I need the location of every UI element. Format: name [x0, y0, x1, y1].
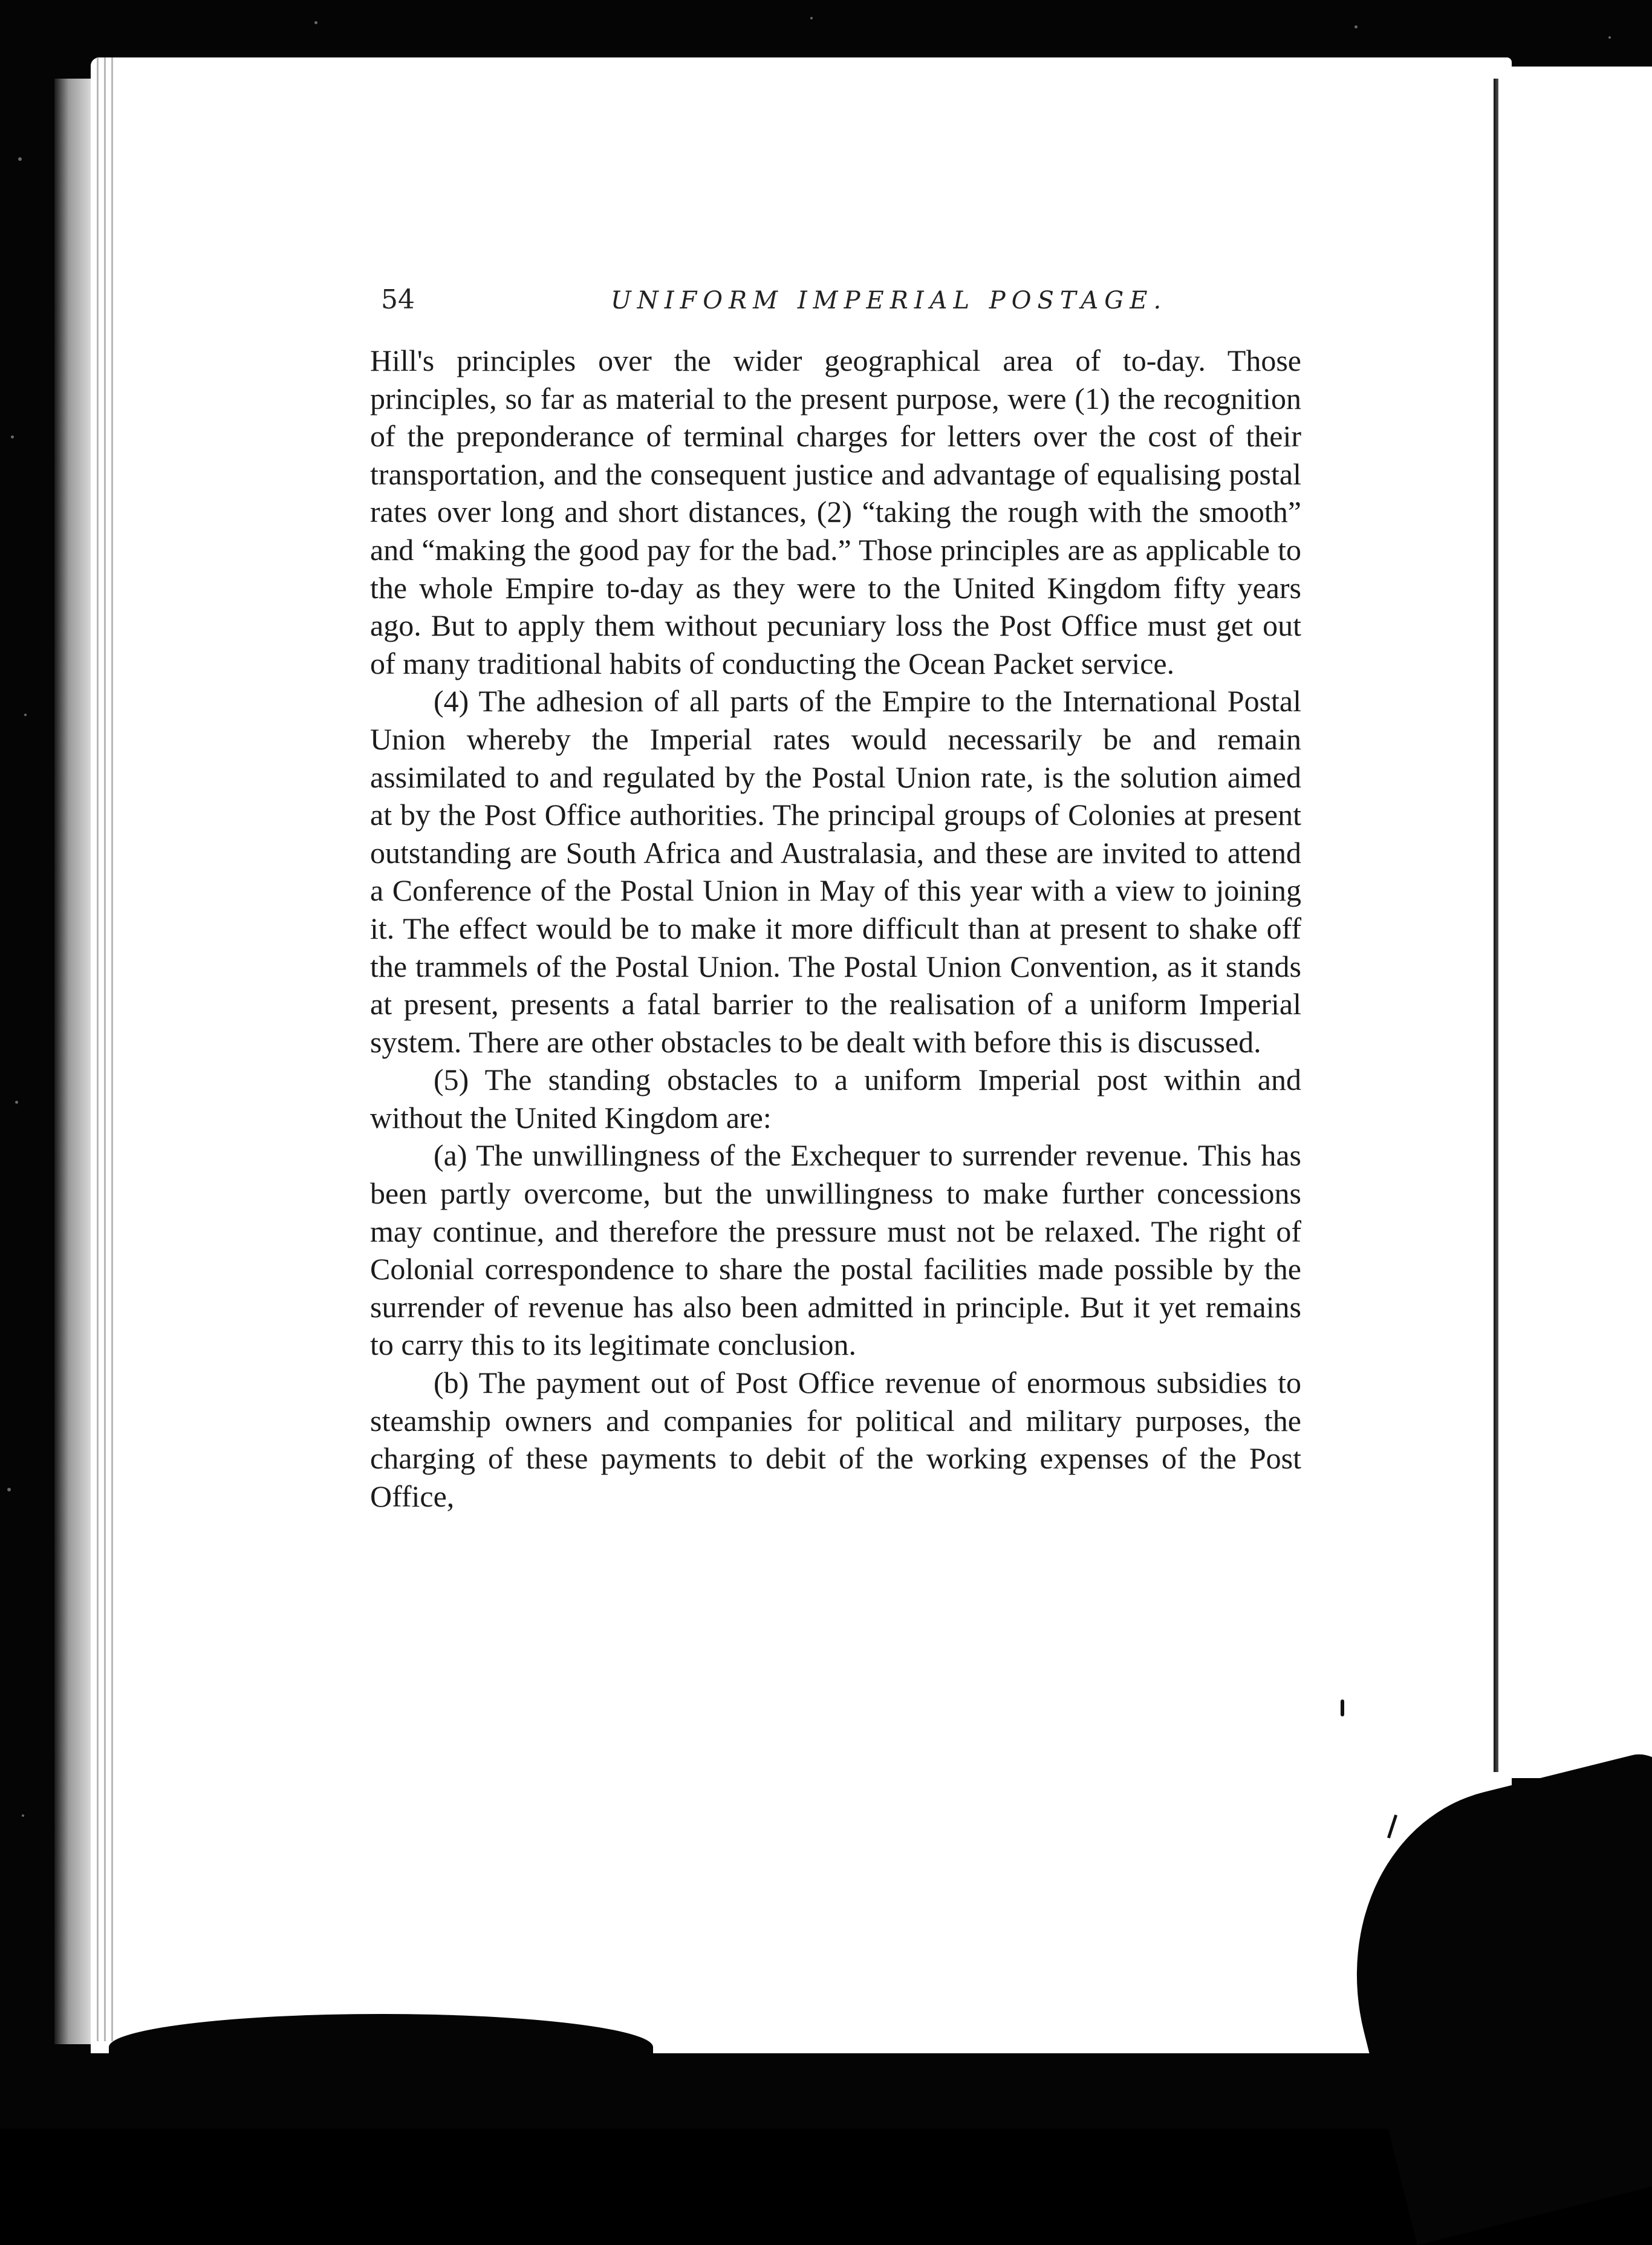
- dust-speck: [7, 1488, 11, 1491]
- dust-speck: [810, 17, 813, 19]
- page-edge-line: [111, 57, 113, 2041]
- page-edge-line: [97, 57, 99, 2041]
- dust-speck: [18, 157, 22, 161]
- dust-speck: [1608, 36, 1611, 39]
- ink-mark: [1341, 1699, 1344, 1716]
- paragraph-5b: (b) The payment out of Post Office revenue of enormous subsidies to steamship owners and companies for political and military purposes, the charging of these payments to debit of the working expenses of the Post Office,: [370, 1366, 1301, 1513]
- scan-bottom-border: [0, 2053, 1652, 2129]
- paragraph-continuation: Hill's principles over the wider geographical area of to-day. Those principles, so far as material to the present purpose, were (1) the recognition of the preponderance of terminal charges for letters over the cost of their transportation, and the consequent justice and advantage of equalising postal rates over long and short distances, (2) “taking the rough with the smooth” and “making the good pay for the bad.” Those principles are as applicable to the whole Empire to-day as they were to the United Kingdom fifty years ago. But to apply them without pecuniary loss the Post Office must get out of many traditional habits of conducting the Ocean Packet service.: [370, 344, 1301, 680]
- dust-speck: [24, 714, 27, 716]
- page-edge-line: [104, 57, 106, 2041]
- dust-speck: [314, 21, 317, 24]
- running-title: UNIFORM IMPERIAL POSTAGE.: [611, 287, 1168, 314]
- book-gutter: [1494, 79, 1498, 1772]
- dust-speck: [1354, 25, 1358, 28]
- facing-page-strip: [1498, 67, 1652, 1778]
- dust-speck: [15, 1101, 18, 1104]
- body-text: [370, 342, 1301, 1515]
- paragraph-4: (4) The adhesion of all parts of the Empire to the International Postal Union whereby the Imperial rates would necessarily be and remain assimilated to and regulated by the Postal Union rate, is the solution aimed at by the Post Office authorities. The principal groups of Colonies at present outstanding are South Africa and Australasia, and these are invited to attend a Conference of the Postal Union in May of this year with a view to joining it. The effect would be to make it more difficult than at present to shake off the trammels of the Postal Union. The Postal Union Convention, as it stands at present, presents a fatal barrier to the realisation of a uniform Imperial system. There are other obstacles to be dealt with before this is discussed.: [370, 684, 1301, 1059]
- page-left-edge-shadow: [54, 79, 91, 2044]
- dust-speck: [11, 435, 14, 438]
- running-head: [381, 284, 1306, 321]
- dust-speck: [22, 1814, 24, 1817]
- paragraph-5: (5) The standing obstacles to a uniform Imperial post within and without the United Kingdom are:: [370, 1063, 1301, 1135]
- page-number: 54: [381, 284, 415, 315]
- paragraph-5a: (a) The unwillingness of the Exchequer to surrender revenue. This has been partly overcome, but the unwillingness to make further concessions may continue, and therefore the pressure must not be relaxed. The right of Colonial correspondence to share the postal facilities made possible by the surrender of revenue has also been admitted in principle. But it yet remains to carry this to its legitimate conclusion.: [370, 1138, 1301, 1362]
